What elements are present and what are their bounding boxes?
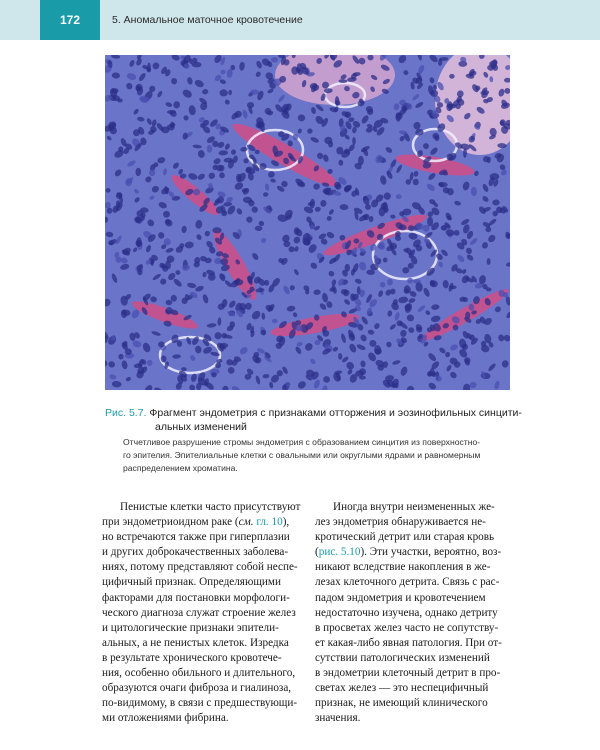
paragraph-line: лез эндометрия обнаруживается не- (315, 516, 486, 529)
paragraph-line (102, 515, 307, 530)
figure-caption (105, 406, 525, 475)
caption-title-text: Фрагмент эндометрия с признаками отторжения и эозинофильных синцити- (149, 407, 522, 419)
caption-desc-line: распределением хроматина. (123, 463, 238, 473)
paragraph-line: никают вследствие накопления в же- (315, 561, 491, 574)
chapter-link[interactable]: гл. 10 (256, 516, 283, 529)
caption-desc-line: го эпителия. Эпителиальные клетки с овальными или округлыми ядрами и равномерным (123, 450, 481, 460)
micrograph-image (105, 55, 510, 390)
text-span: при эндометриоидном раке ( (102, 516, 239, 529)
paragraph-line: значения. (315, 712, 361, 725)
paragraph-line: светах желез — это неспецифичный (315, 682, 489, 695)
caption-title-line-1 (105, 406, 525, 420)
text-span: ), (282, 516, 290, 529)
body-column-right (315, 500, 520, 726)
paragraph-line: недостаточно изучена, однако детриту (315, 606, 498, 619)
paragraph-line: образуются очаги фиброза и гиалиноза, (102, 682, 292, 695)
chapter-title: 5. Аномальное маточное кровотечение (112, 14, 303, 26)
histology-micrograph (105, 55, 510, 390)
caption-label: Рис. 5.7. (105, 407, 147, 419)
body-column-left (102, 500, 307, 726)
paragraph-line: падом эндометрия и кровотечением (315, 591, 486, 604)
paragraph-line: Иногда внутри неизмененных же- (333, 501, 495, 513)
paragraph-line: лезах клеточного детрита. Связь с рас- (315, 576, 500, 589)
paragraph-line: ми отложениями фибрина. (102, 712, 229, 725)
paragraph-line: и цитологические признаки эпители- (102, 621, 279, 634)
paragraph-line: ния, особенно обильного и длительного, (102, 667, 296, 680)
caption-desc-line: Отчетливое разрушение стромы эндометрия с образованием синцития из поверхностно- (123, 437, 481, 447)
page-number: 172 (40, 0, 100, 40)
paragraph-line: Пенистые клетки часто присутствуют (120, 501, 301, 513)
paragraph-line: сутствии патологических изменений (315, 651, 490, 664)
caption-title-line-2: альных изменений (155, 421, 247, 433)
paragraph-line: по-видимому, в связи с предшествующи- (102, 697, 298, 710)
paragraph-line: в результате хронического кровотече- (102, 651, 282, 664)
paragraph-line (315, 545, 520, 560)
paragraph-line: альных, а не пенистых клеток. Изредка (102, 636, 289, 649)
paragraph-line: ет какая-либо явная патология. При от- (315, 636, 502, 649)
paragraph-line: признак, не имеющий клинического (315, 697, 488, 710)
caption-description (105, 436, 525, 475)
paragraph-line: в просветах желез часто не сопутству- (315, 621, 499, 634)
paragraph-line: цифичный признак. Определяющими (102, 576, 281, 589)
paragraph-line: ниях, потому представляют собой неспе- (102, 561, 298, 574)
ref-italic: см. (238, 516, 254, 529)
running-header (0, 0, 600, 40)
text-span: ). Эти участки, вероятно, воз- (360, 546, 502, 559)
paragraph-line: кротический детрит или старая кровь (315, 531, 495, 544)
paragraph-line: факторами для постановки морфологи- (102, 591, 290, 604)
paragraph-line: и других доброкачественных заболева- (102, 546, 289, 559)
paragraph-line: в эндометрии клеточный детрит в про- (315, 667, 501, 680)
paragraph-line: но встречаются также при гиперплазии (102, 531, 290, 544)
figure-link[interactable]: рис. 5.10 (318, 546, 361, 559)
paragraph-line: ческого диагноза служат строение желез (102, 606, 296, 619)
text-span: ( (315, 546, 319, 559)
